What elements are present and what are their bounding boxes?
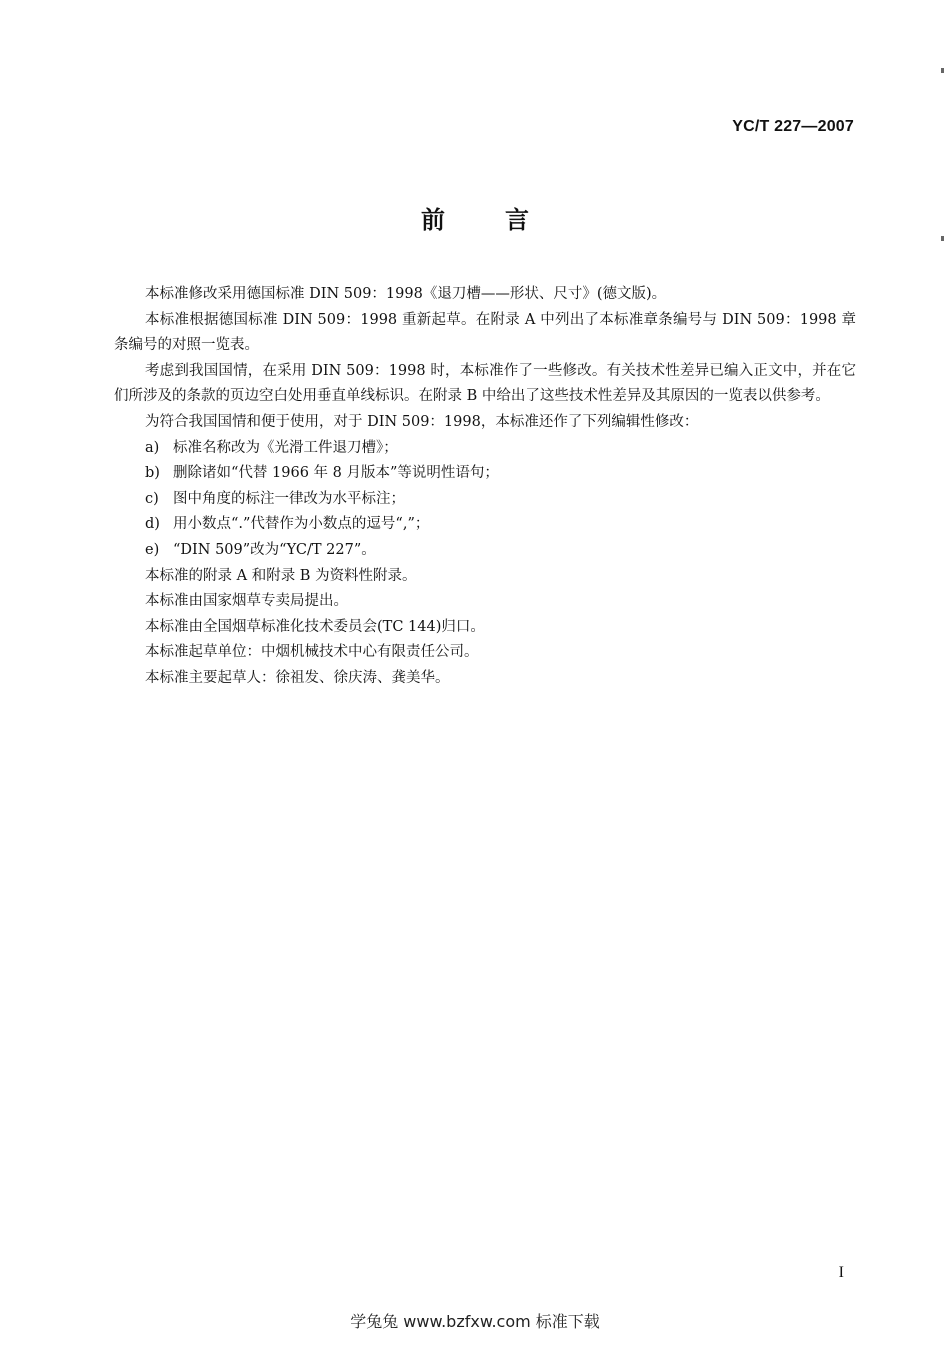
paragraph: 考虑到我国国情，在采用 DIN 509：1998 时，本标准作了一些修改。有关技术性差异已编入正文中，并在它们所涉及的条款的页边空白处用垂直单线标识。在附录 B 中给出了这些技术性差异及其原因的一览表以供参考。 <box>114 362 856 405</box>
paragraph: 本标准主要起草人：徐祖发、徐庆涛、龚美华。 <box>145 669 450 686</box>
scan-edge-mark <box>941 68 944 73</box>
page-number: I <box>838 1264 844 1281</box>
foreword-body <box>114 282 856 692</box>
paragraph: 本标准修改采用德国标准 DIN 509：1998《退刀槽——形状、尺寸》(德文版)。 <box>145 286 667 302</box>
scan-edge-mark <box>941 236 944 241</box>
footer-watermark: 学兔兔 www.bzfxw.com 标准下载 <box>350 1312 600 1331</box>
list-item <box>114 461 856 487</box>
list-marker: a) <box>145 439 160 456</box>
list-item-text: 图中角度的标注一律改为水平标注； <box>173 490 405 507</box>
list-item <box>114 538 856 564</box>
paragraph: 本标准的附录 A 和附录 B 为资料性附录。 <box>145 567 417 584</box>
list-marker: b) <box>145 465 160 482</box>
list-marker: d) <box>145 516 160 533</box>
list-item <box>114 512 856 538</box>
list-item-text: “DIN 509”改为“YC/T 227”。 <box>173 541 376 558</box>
list-item-text: 标准名称改为《光滑工件退刀槽》； <box>173 439 398 456</box>
standard-code: YC/T 227—2007 <box>732 118 854 135</box>
paragraph: 为符合我国国情和便于使用，对于 DIN 509：1998，本标准还作了下列编辑性修改： <box>145 413 699 430</box>
list-marker: c) <box>145 490 159 507</box>
page-title: 前言 <box>421 206 589 234</box>
list-item <box>114 436 856 462</box>
list-marker: e) <box>145 541 160 558</box>
list-item-text: 删除诸如“代替 1966 年 8 月版本”等说明性语句； <box>173 465 499 482</box>
paragraph: 本标准起草单位：中烟机械技术中心有限责任公司。 <box>145 644 479 661</box>
paragraph: 本标准根据德国标准 DIN 509：1998 重新起草。在附录 A 中列出了本标准章条编号与 DIN 509：1998 章条编号的对照一览表。 <box>114 311 856 354</box>
paragraph: 本标准由国家烟草专卖局提出。 <box>145 593 348 610</box>
paragraph: 本标准由全国烟草标准化技术委员会(TC 144)归口。 <box>145 618 485 635</box>
list-item-text: 用小数点“.”代替作为小数点的逗号“,”； <box>173 516 430 533</box>
list-item <box>114 487 856 513</box>
